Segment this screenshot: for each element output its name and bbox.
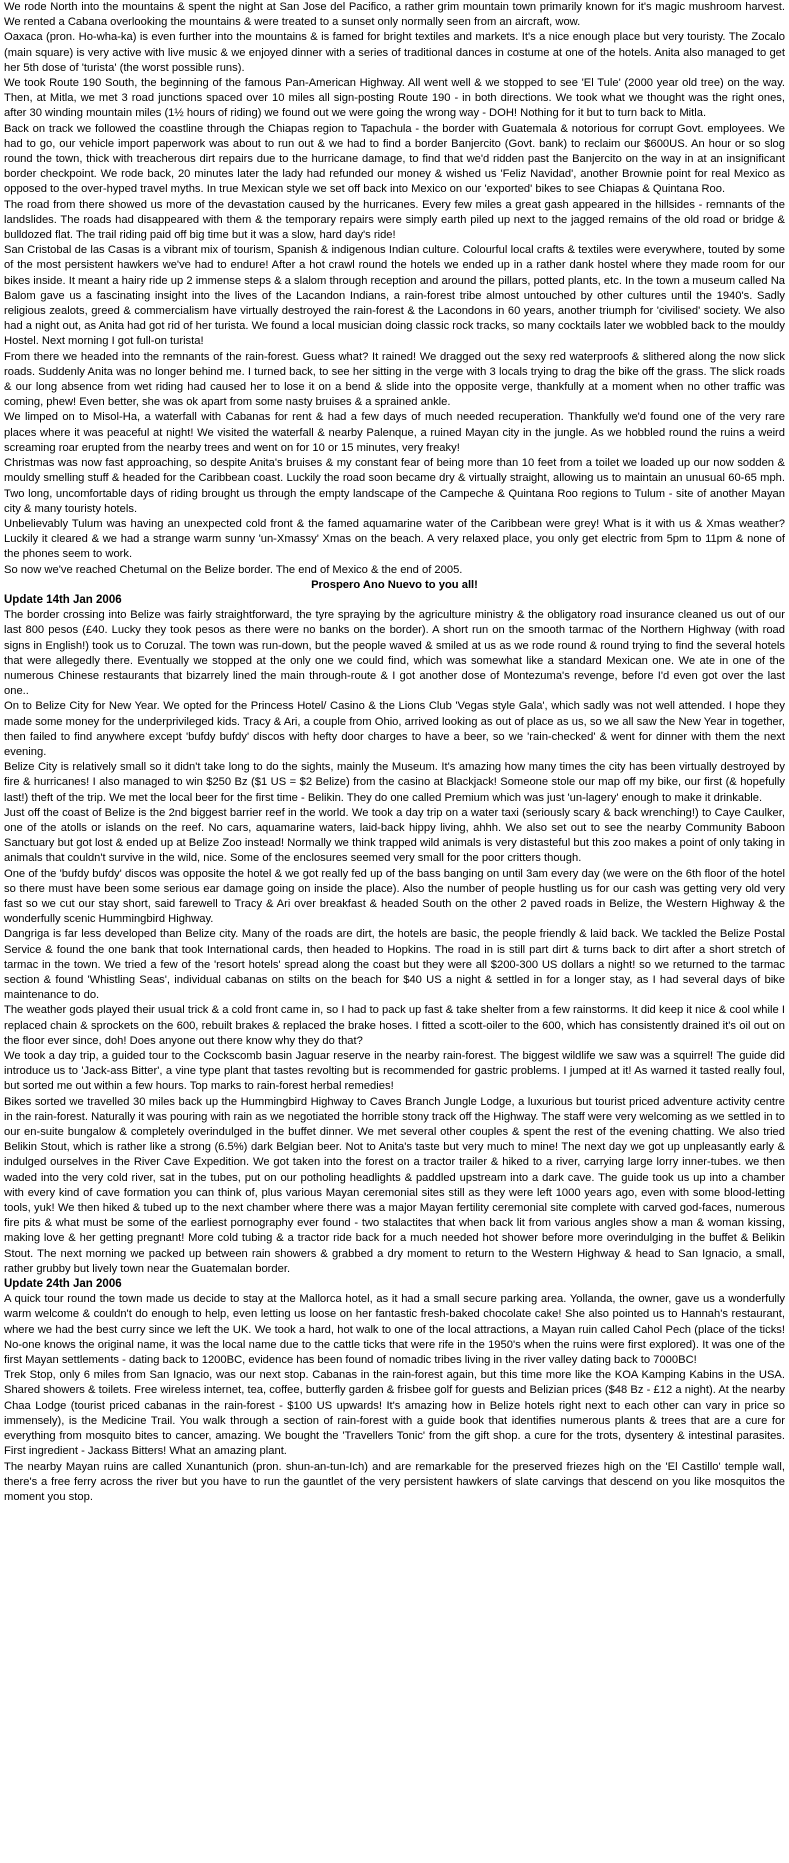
update-heading: Update 24th Jan 2006 [4,1278,122,1291]
journal-paragraph: From there we headed into the remnants of the rain-forest. Guess what? It rained! We dragged out the sexy red waterproofs & slithered along the now slick roads. Suddenly Anita was no longer behind me. I turned back, to see her sitting in the verge with 3 locals trying to drag the bike off the grass. The slick roads & our long absence from wet riding had caused her to lose it on a bend & slide into the opposite verge, thankfully at a moment when no other traffic was coming, phew! Even better, she was ok apart from some nasty bruises & a sprained ankle. [4,350,785,409]
journal-paragraph: Christmas was now fast approaching, so despite Anita's bruises & my constant fear of being more than 10 feet from a toilet we loaded up our now sodden & mouldy smelling stuff & headed for the Caribbean coast. Luckily the road soon became dry & virtually straight, allowing us to maintain an unusual 60-65 mph. Two long, uncomfortable days of riding brought us through the empty landscape of the Campeche & Quintana Roo regions to Tulum - site of another Mayan city & many touristy hotels. [4,457,785,515]
update-heading: Update 14th Jan 2006 [4,593,122,606]
journal-paragraph: Back on track we followed the coastline through the Chiapas region to Tapachula - the border with Guatemala & notorious for corrupt Govt. employees. We had to go, our vehicle import paperwork was about to run out & we had to find a border Banjercito (Govt. bank) to reclaim our $600US. An hour or so slog round the town, thick with treacherous dirt repairs due to the hurricane damage, to find that we'd ridden past the Banjercito on the way in at an insignificant border checkpoint. We rode back, 20 minutes later the lady had refunded our money & wished us 'Feliz Navidad', another Brownie point for real Mexico as opposed to the over-hyped travel myths. In true Mexican style we set off back into Mexico on our 'exported' bikes to see Chiapas & Quintana Roo. [4,122,785,196]
journal-paragraph: Oaxaca (pron. Ho-wha-ka) is even further into the mountains & is famed for bright textiles and markets. It's a nice enough place but very touristy. The Zocalo (main square) is very active with live music & we enjoyed dinner with a series of traditional dances in costume at one of the hotels. Anita also managed to get her 5th dose of 'turista' (the worst possible runs). [4,31,785,74]
journal-paragraph: The weather gods played their usual trick & a cold front came in, so I had to pack up fast & take shelter from a few rainstorms. It did keep it nice & cool while I replaced chain & sprockets on the 600, rebuilt brakes & replaced the brake hoses. I fitted a scott-oiler to the 600, which has consistently drained it's oil out on the floor ever since, doh! Does anyone out there know why they do that? [4,1004,785,1047]
journal-paragraph: The border crossing into Belize was fairly straightforward, the tyre spraying by the agriculture ministry & the obligatory road insurance cleaned us out of our last 800 pesos (£40. Lucky they took pesos as there were no banks on the border). A short run on the smooth tarmac of the Northern Highway (with road signs in English!) took us to Coruzal. The town was run-down, but the people waved & smiled at us as we rode round & round trying to find the several hotels that were allegedly there. Eventually we stopped at the only one we could find, which was somewhat like a standard Mexican one. We ate in one of the numerous Chinese restaurants that bizarrely lined the main through-route & I got another dose of Montezuma's revenge, before I'd even got over the last one.. [4,609,785,698]
journal-paragraph: So now we've reached Chetumal on the Belize border. The end of Mexico & the end of 2005. [4,563,463,576]
journal-paragraph: Just off the coast of Belize is the 2nd biggest barrier reef in the world. We took a day trip on a water taxi (seriously scary & back wrenching!) to Caye Caulker, one of the atolls or islands on the reef. No cars, aquamarine waters, laid-back hippy living, ahhh. We also set out to see the nearby Community Baboon Sanctuary but got lost & ended up at Belize Zoo instead! Normally we think trapped wild animals is very distasteful but this zoo makes a point of only taking in animals that couldn't survive in the wild, nice. Some of the enclosures seemed very small for the poor critters though. [4,806,785,865]
journal-paragraph: We took Route 190 South, the beginning of the famous Pan-American Highway. All went well & we stopped to see 'El Tule' (2000 year old tree) on the way. Then, at Mitla, we met 3 road junctions spaced over 10 miles all sign-posting Route 190 - in both directions. We took what we thought was the right ones, after 30 winding mountain miles (1½ hours of riding) we found out we were going the wrong way - DOH! Nothing for it but to turn back to Mitla. [4,77,785,120]
journal-paragraph: We limped on to Misol-Ha, a waterfall with Cabanas for rent & had a few days of much needed recuperation. Thankfully we'd found one of the very rare places where it was peaceful at night! We visited the waterfall & nearby Palenque, a ruined Mayan city in the jungle. As we hobbled round the ruins a weird screaming roar erupted from the nearby trees and went on for 10 or 15 minutes, very freaky! [4,411,785,454]
new-year-signoff: Prospero Ano Nuevo to you all! [311,578,478,591]
journal-paragraph: The nearby Mayan ruins are called Xunantunich (pron. shun-an-tun-Ich) and are remarkable for the preserved friezes high on the 'El Castillo' temple wall, there's a free ferry across the river but you have to run the gauntlet of the very persistent hawkers of slate carvings that descend on you like mosquitos the moment you stop. [4,1460,785,1503]
journal-paragraph: Bikes sorted we travelled 30 miles back up the Hummingbird Highway to Caves Branch Jungle Lodge, a luxurious but tourist priced adventure activity centre in the rain-forest. Naturally it was pouring with rain as we negotiated the horrible stony track off the Highway. The staff were very welcoming as we settled in to our en-suite bungalow & completely overindulged in the buffet dinner. We met several other couples & spent the rest of the evening chatting. We also tried Belikin Stout, which is rather like a strong (6.5%) dark Belgian beer. Not to Anita's taste but very much to mine! The next day we got up unpleasantly early & indulged ourselves in the River Cave Expedition. We got taken into the forest on a tractor trailer & hiked to a river, carrying large lorry inner-tubes. we then waded into the very cold river, sat in the tubes, put on our potholing headlights & paddled upstream into a dark cave. The guide took us up into a chamber with every kind of cave formation you can think of, plus various Mayan ceremonial sites still as they were left 1000 years ago, even with some blood-letting tools, yuk! We then hiked & tubed up to the next chamber where there was a major Mayan fertility ceremonial site complete with carved god-faces, numerous fire pits & what must be some of the earliest pornography ever found - two stalactites that when back lit from various angles show a man & woman kissing, making love & her getting pregnant! More cold tubing & a tractor ride back for a much needed hot shower before more overindulging in the buffet & Belikin Stout. The next morning we packed up between rain showers & grabbed a dry moment to return to the Western Highway & head to San Ignacio, a small, rather grubby but lively town near the Guatemalan border. [4,1095,785,1275]
journal-paragraph: The road from there showed us more of the devastation caused by the hurricanes. Every few miles a great gash appeared in the hillsides - remnants of the landslides. The roads had disappeared with them & the temporary repairs were simply earth piled up next to the jagged remains of the old road or bridge & bulldozed flat. The trail riding paid off big time but it was a slow, hard day's ride! [4,198,785,242]
update-section-14-jan [4,593,785,1277]
update-section-24-jan [4,1277,785,1505]
journal-paragraph: Belize City is relatively small so it didn't take long to do the sights, mainly the Museum. It's amazing how many times the city has been virtually destroyed by fire & hurricanes! I also managed to win $250 Bz ($1 US = $2 Belize) from the casino at Blackjack! Someone stole our map off my bike, our first (& hopefully last!) theft of the trip. We met the local beer for the first time - Belikin. They do one called Premium which was just 'un-lagery' enough to make it drinkable. [4,761,785,804]
journal-paragraph: We took a day trip, a guided tour to the Cockscomb basin Jaguar reserve in the nearby rain-forest. The biggest wildlife we saw was a squirrel! The guide did introduce us to 'Jack-ass Bitter', a vine type plant that tastes revolting but is recommended for gastric problems. I jumped at it! As warned it tasted really foul, but sorted me out within a few hours. Top marks to rain-forest herbal remedies! [4,1050,785,1093]
intro-section [4,0,785,593]
journal-paragraph: Dangriga is far less developed than Belize city. Many of the roads are dirt, the hotels are basic, the people friendly & laid back. We tackled the Belize Postal Service & found the one bank that took International cards, then headed to Hopkins. The road in is still part dirt & turns back to dirt after a short stretch of tarmac in the town. We tried a few of the 'resort hotels' spread along the coast but they were all $200-300 US dollars a night! so we returned to the tarmac section & found 'Whistling Seas', individual cabanas on stilts on the beach for $40 US a night & settled in for a longer stay, as I had several days of bike maintenance to do. [4,928,785,1002]
journal-paragraph: Trek Stop, only 6 miles from San Ignacio, was our next stop. Cabanas in the rain-forest again, but this time more like the KOA Kamping Kabins in the USA. Shared showers & toilets. Free wireless internet, tea, coffee, butterfly garden & frisbee golf for guests and Belizian prices ($48 Bz - £12 a night). At the nearby Chaa Lodge (tourist priced cabanas in the rain-forest - $100 US upwards! It's amazing how in Belize hotels right next to each other can vary in price so immensely), is the Medicine Trail. You walk through a section of rain-forest with a guide book that identifies numerous plants & trees that are a cure for everything from mosquito bites to cancer, amazing. We bought the 'Travellers Tonic' from the gift shop. a cure for the trots, dysentery & intestinal parasites. First ingredient - Jackass Bitters! What an amazing plant. [4,1369,785,1458]
journal-paragraph: Unbelievably Tulum was having an unexpected cold front & the famed aquamarine water of the Caribbean were grey! What is it with us & Xmas weather? Luckily it cleared & we had a strange warm sunny 'un-Xmassy' Xmas on the beach. A very relaxed place, you only get electric from 5pm to 11pm & none of the phones seem to work. [4,517,785,561]
journal-paragraph: San Cristobal de las Casas is a vibrant mix of tourism, Spanish & indigenous Indian culture. Colourful local crafts & textiles were everywhere, touted by some of the most persistent hawkers we've had to endure! After a hot crawl round the hotels we ended up in a rather dank hostel where they made room for our bikes inside. It meant a hairy ride up 2 immense steps & a slalom through reception and around the pillars, potted plants, etc. In the town a museum called Na Balom gave us a fascinating insight into the lives of the Lacandon Indians, a rain-forest tribe almost untouched by other cultures until the 1940's. Sadly religious zealots, greed & commercialism have virtually destroyed the rain-forest & the Lacondons in 60 years, another triumph for 'civilised' society. We also had a night out, as Anita had got rid of her turista. We found a local musician doing classic rock tracks, so many cocktails later we wobbled back to the mouldy Hostel. Next morning I got full-on turista! [4,244,785,348]
travel-journal-page [4,0,785,1505]
journal-paragraph: One of the 'bufdy bufdy' discos was opposite the hotel & we got really fed up of the bass banging on until 3am every day (we were on the 6th floor of the hotel so there must have been some serious ear damage going on inside the place). Also the number of people hustling us for our cash was getting very old very fast so we cut our stay short, said farewell to Tracy & Ari over breakfast & headed South on the other 2 paved roads in Belize, the Western Highway & the wonderfully scenic Hummingbird Highway. [4,867,785,926]
journal-paragraph: A quick tour round the town made us decide to stay at the Mallorca hotel, as it had a small secure parking area. Yollanda, the owner, gave us a wonderfully warm welcome & couldn't do enough to help, even letting us loose on her fantastic fresh-baked chocolate cake! She also pointed us to Hannah's restaurant, where we had the best curry since we left the UK. We took a hard, hot walk to one of the local attractions, a Mayan ruin called Cahol Pech (place of the ticks! No-one knows the original name, it was the local name due to the cattle ticks that were rife in the 1950's when the ruins were first explored). It was one of the first Mayan settlements - dating back to 1200BC, evidence has been found of nomadic tribes living in the river valley dating back to 7000BC! [4,1293,785,1367]
journal-paragraph: On to Belize City for New Year. We opted for the Princess Hotel/ Casino & the Lions Club 'Vegas style Gala', which sadly was not well attended. I hope they made some money for the underprivileged kids. Tracy & Ari, a couple from Ohio, arrived looking as out of place as us, so we all saw the New Year in together, then failed to find anywhere except 'bufdy bufdy' discos with hefty door charges to have a beer, so we 'rain-checked' & went for dinner with them the next evening. [4,700,785,758]
journal-paragraph: We rode North into the mountains & spent the night at San Jose del Pacifico, a rather grim mountain town primarily known for it's magic mushroom harvest. We rented a Cabana overlooking the mountains & were treated to a sunset only normally seen from an aircraft, wow. [4,1,785,29]
